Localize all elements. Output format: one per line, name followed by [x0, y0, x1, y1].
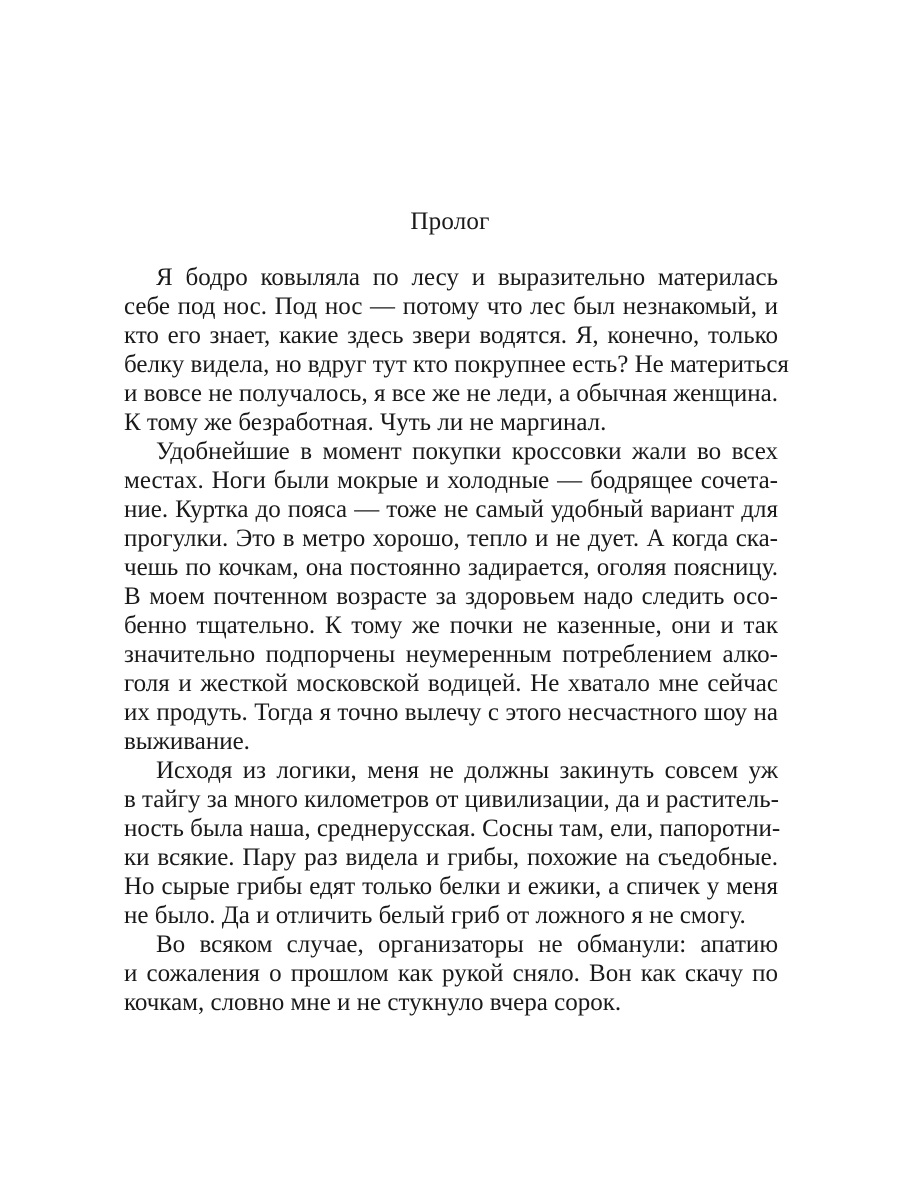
text-line: К тому же безработная. Чуть ли не маргинал.	[124, 409, 607, 436]
text-line: ность была наша, среднерусская. Сосны там, ели, папоротни-	[124, 815, 781, 842]
text-line: выживание.	[124, 728, 250, 755]
text-line: Удобнейшие в момент покупки кроссовки жали во всех	[156, 438, 778, 465]
text-line: чешь по кочкам, она постоянно задирается, оголяя поясницу.	[124, 554, 778, 581]
text-line: их продуть. Тогда я точно вылечу с этого несчастного шоу на	[124, 699, 778, 726]
text-line: не было. Да и отличить белый гриб от ложного я не смогу.	[124, 902, 746, 929]
text-line: значительно подпорчены неумеренным потреблением алко-	[124, 641, 778, 668]
text-line: бенно тщательно. К тому же почки не казенные, они и так	[124, 612, 778, 639]
text-line: и сожаления о прошлом как рукой сняло. Вон как скачу по	[124, 960, 778, 987]
paragraph-3	[124, 756, 781, 930]
text-line: ки всякие. Пару раз видела и грибы, похожие на съедобные.	[124, 844, 778, 871]
text-line: голя и жесткой московской водицей. Не хватало мне сейчас	[124, 670, 778, 697]
text-line: кочкам, словно мне и не стукнуло вчера сорок.	[124, 989, 622, 1016]
text-line: прогулки. Это в метро хорошо, тепло и не дует. А когда ска-	[124, 525, 778, 552]
body-text	[124, 263, 789, 1017]
text-line: себе под нос. Под нос — потому что лес был незнакомый, и	[124, 293, 778, 320]
text-line: Во всяком случае, организаторы не обманули: апатию	[156, 931, 778, 958]
paragraph-1	[124, 263, 789, 437]
text-line: Я бодро ковыляла по лесу и выразительно материлась	[156, 264, 778, 291]
text-line: местах. Ноги были мокрые и холодные — бодрящее сочета-	[124, 467, 778, 494]
text-line: ние. Куртка до пояса — тоже не самый удобный вариант для	[124, 496, 778, 523]
text-line: и вовсе не получалось, я все же не леди, а обычная женщина.	[124, 380, 778, 407]
text-line: кто его знает, какие здесь звери водятся. Я, конечно, только	[124, 322, 778, 349]
paragraph-2	[124, 437, 778, 756]
text-line: в тайгу за много километров от цивилизации, да и раститель-	[124, 786, 779, 813]
text-line: Исходя из логики, меня не должны закинуть совсем уж	[156, 757, 778, 784]
paragraph-4	[124, 930, 778, 1017]
text-line: Но сырые грибы едят только белки и ежики, а спичек у меня	[124, 873, 778, 900]
chapter-title: Пролог	[410, 208, 490, 235]
text-line: белку видела, но вдруг тут кто покрупнее есть? Не материться	[124, 351, 789, 378]
text-line: В моем почтенном возрасте за здоровьем надо следить осо-	[124, 583, 778, 610]
